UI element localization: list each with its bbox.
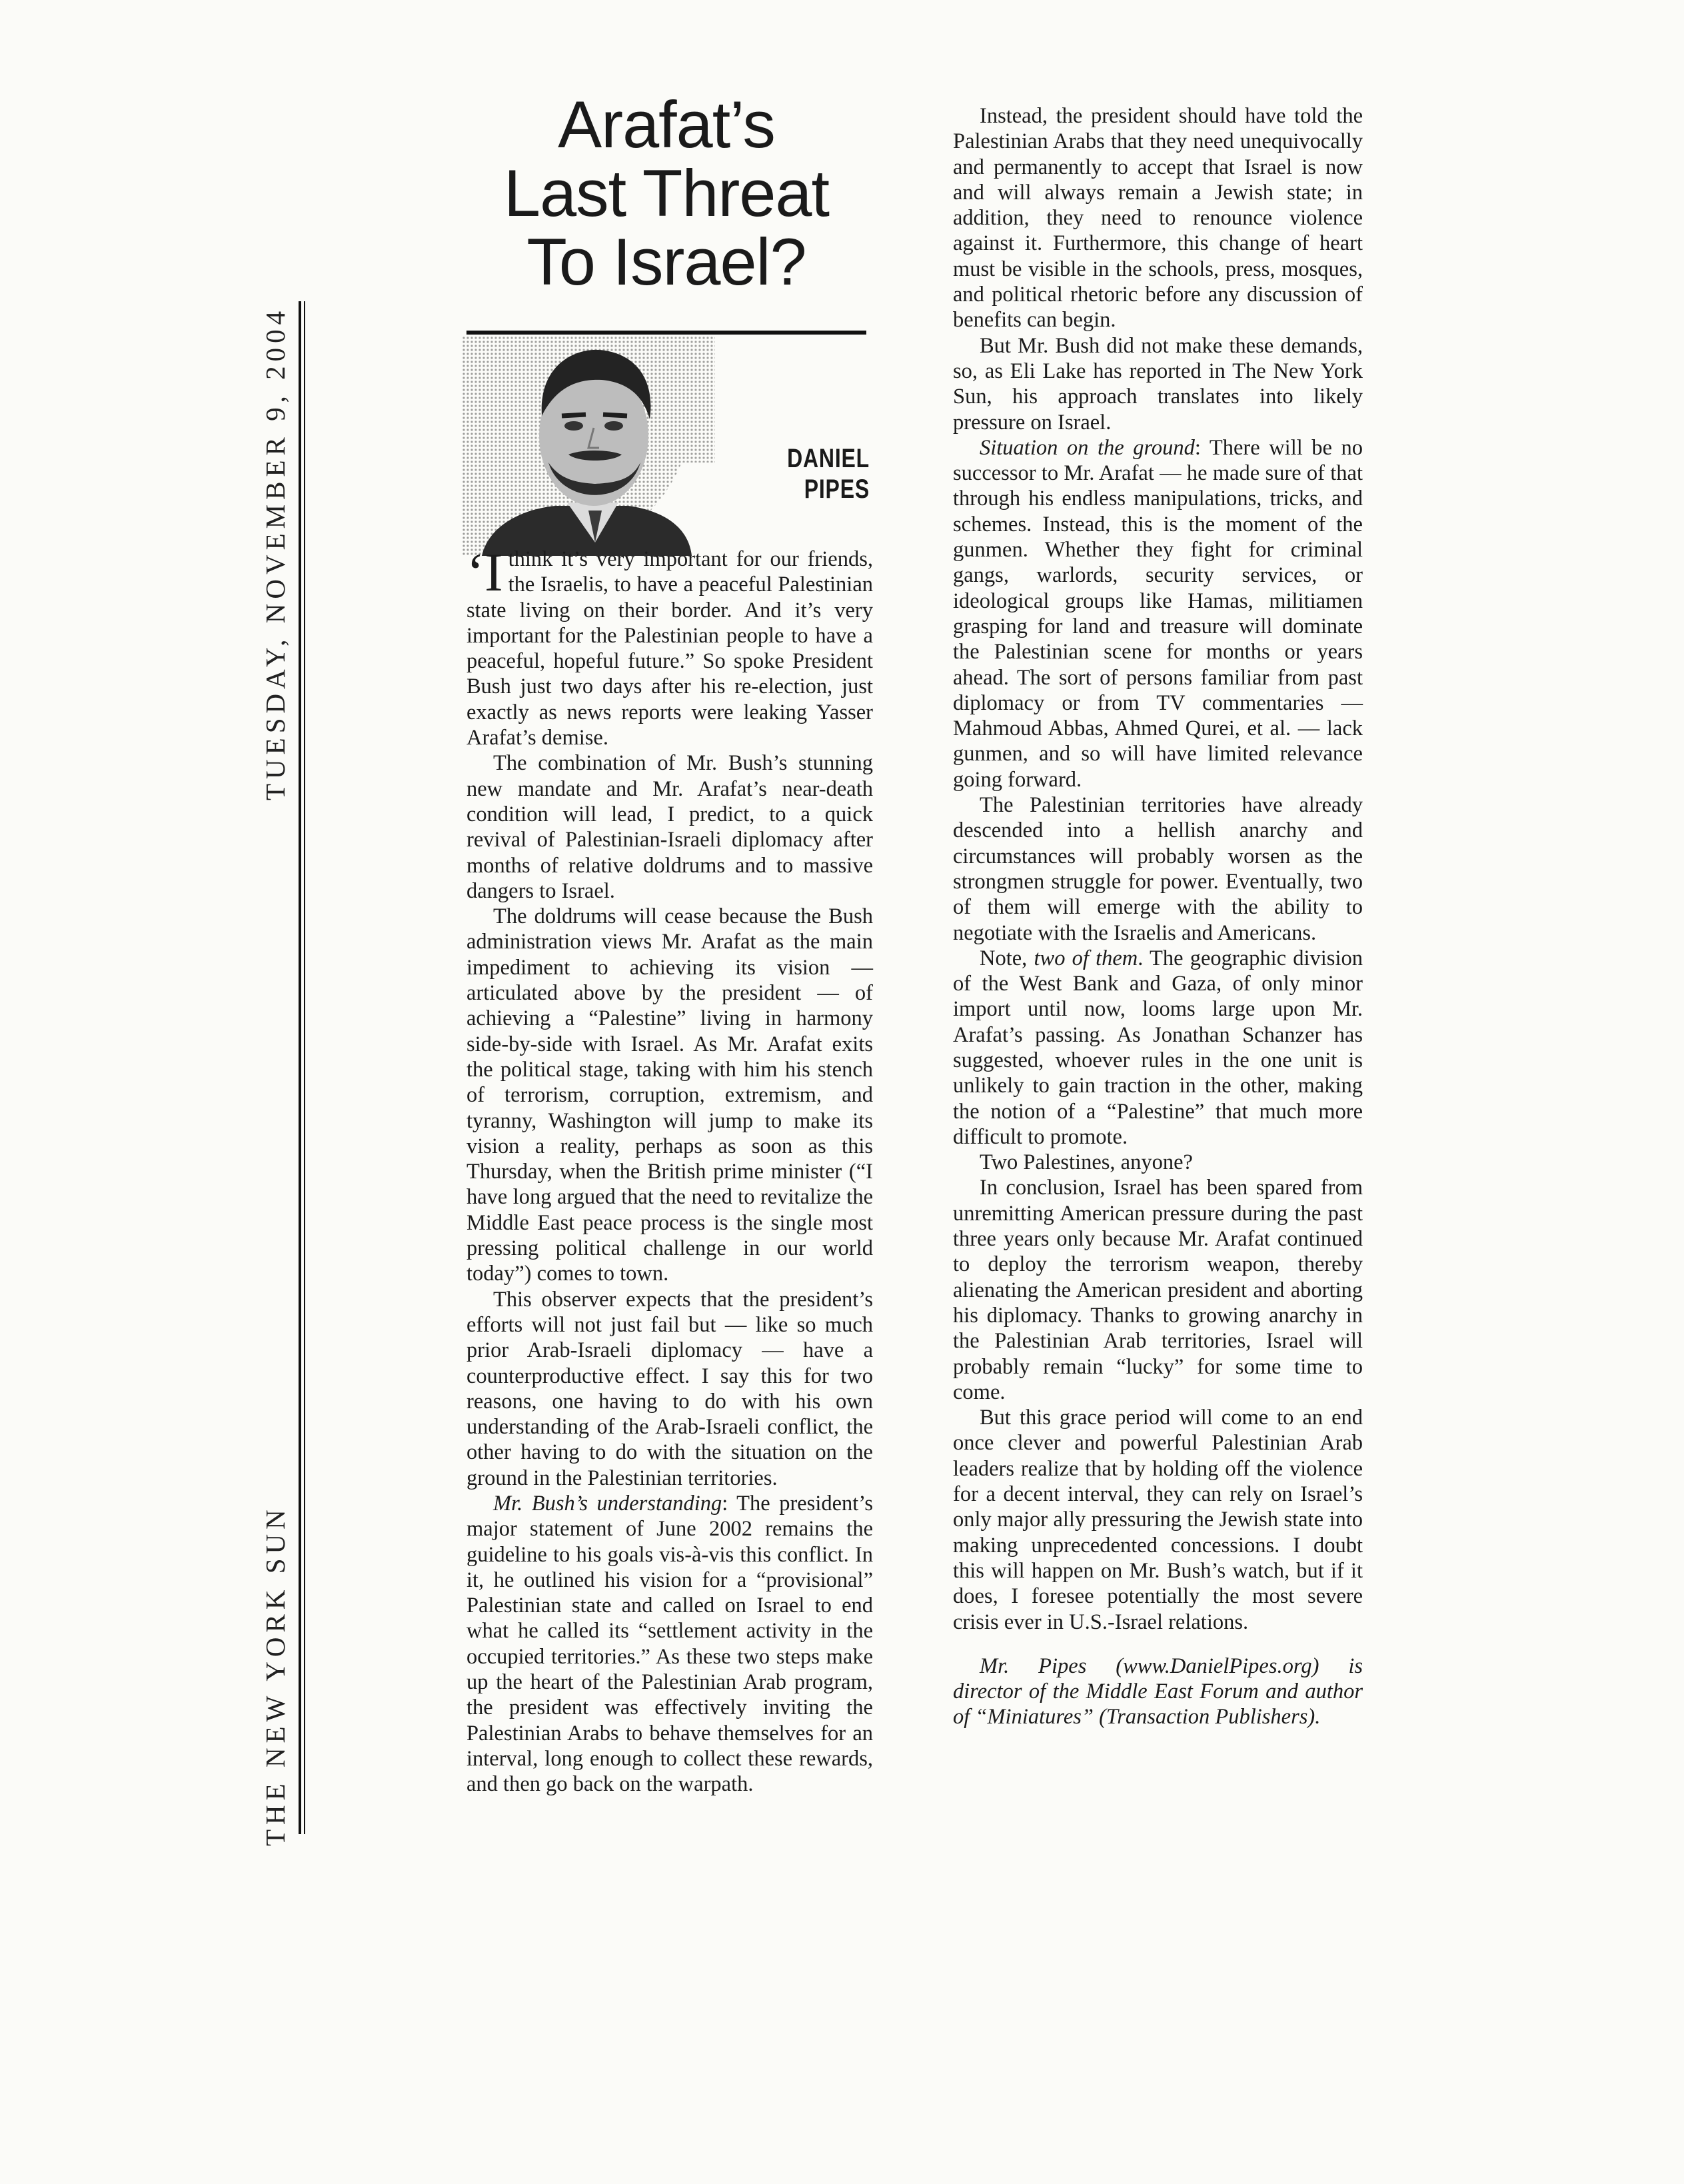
paragraph: But Mr. Bush did not make these demands, so, as Eli Lake has reported in The New York Sun, his approach translates into likely pressure on Israel. bbox=[953, 333, 1363, 435]
headline-line-1: Arafat’s bbox=[558, 87, 775, 161]
author-last-name: PIPES bbox=[804, 475, 870, 504]
newspaper-name: THE NEW YORK SUN bbox=[260, 1505, 291, 1846]
vertical-rule-thin bbox=[304, 301, 305, 1834]
paragraph-text: : There will be no successor to Mr. Arafat — he made sure of that through his endless manipulations, tricks, and schemes. Instead, this is the moment of the gunmen. Whether they fight for criminal gangs, warlords, security services, or ideological groups like Hamas, militiamen grasping for land and treasure will dominate the Palestinian scene for months or years ahead. The sort of persons familiar from past diplomacy or from TV commentaries — Mahmoud Abbas, Ahmed Qurei, et al. — lack gunmen, and so will have limited relevance going forward. bbox=[953, 435, 1363, 792]
paragraph-lead: Note, bbox=[980, 946, 1034, 970]
paragraph: In conclusion, Israel has been spared from unremitting American pressure during the past three years only because Mr. Arafat continued to deploy the terrorism weapon, thereby alienating the American president and aborting his diplomacy. Thanks to growing anarchy in the Palestinian Arab territories, Israel will probably remain “lucky” for some time to come. bbox=[953, 1176, 1363, 1404]
subhead: Situation on the ground bbox=[980, 435, 1195, 460]
publication-date: TUESDAY, NOVEMBER 9, 2004 bbox=[260, 306, 291, 800]
headline-line-3: To Israel? bbox=[526, 225, 806, 299]
paragraph bbox=[953, 946, 1363, 1150]
headline-line-2: Last Threat bbox=[504, 156, 829, 230]
paragraph: Instead, the president should have told the Palestinian Arabs that they need unequivocally and permanently to accept that Israel is now and will always remain a Jewish state; in addition, they need to renounce violence against it. Furthermore, this change of heart must be visible in the schools, press, mosques, and political rhetoric before any discussion of benefits can begin. bbox=[953, 104, 1363, 333]
drop-cap: ‘I bbox=[466, 542, 503, 602]
paragraph: But this grace period will come to an end once clever and powerful Palestinian Arab leaders realize that by holding off the violence for a decent interval, they can rely on Israel’s only major ally pressuring the Jewish state into making unprecedented concessions. I doubt this will happen on Mr. Bush’s watch, but if it does, I foresee potentially the most severe crisis ever in U.S.-Israel relations. bbox=[953, 1406, 1363, 1634]
paragraph bbox=[466, 542, 873, 750]
paragraph: This observer expects that the president’s efforts will not just fail but — like so much prior Arab-Israeli diplomacy — have a counterproductive effect. I say this for two reasons, one having to do with his own understanding of the Arab-Israeli conflict, the other having to do with the situation on the ground in the Palestinian territories. bbox=[466, 1287, 873, 1490]
paragraph: The Palestinian territories have already descended into a hellish anarchy and circumstances will probably worsen as the strongmen struggle for power. Eventually, two of them will emerge with the ability to negotiate with the Israelis and Americans. bbox=[953, 793, 1363, 945]
author-first-name: DANIEL bbox=[787, 444, 870, 473]
subhead: Mr. Bush’s understanding bbox=[493, 1491, 722, 1516]
paragraph: The combination of Mr. Bush’s stunning new mandate and Mr. Arafat’s near-death condition will lead, I predict, to a quick revival of Palestinian-Israeli diplomacy after months of relative doldrums and to massive dangers to Israel. bbox=[466, 751, 873, 903]
vertical-rule-thick bbox=[299, 301, 301, 1834]
paragraph bbox=[466, 1491, 873, 1797]
paragraph: The doldrums will cease because the Bush administration views Mr. Arafat as the main impediment to achieving its vision — articulated above by the president — of achieving a “Palestine” living in harmony side-by-side with Israel. As Mr. Arafat exits the political stage, taking with him his stench of terrorism, corruption, extremism, and tyranny, Washington will jump to make its vision a reality, perhaps as soon as this Thursday, when the British prime minister (“I have long argued that the need to revitalize the Middle East peace process is the single most pressing political challenge in our world today”) comes to town. bbox=[466, 904, 873, 1286]
paragraph-text: think it’s very important for our friends, the Israelis, to have a peaceful Palestinian state living on their border. And it’s very important for the Palestinian people to have a peaceful, hopeful future.” So spoke President Bush just two days after his re-election, just exactly as news reports were leaking Yasser Arafat’s demise. bbox=[466, 547, 873, 750]
article-column-2 bbox=[953, 103, 1363, 1730]
paragraph bbox=[953, 435, 1363, 792]
paragraph: Two Palestines, anyone? bbox=[980, 1150, 1193, 1175]
byline-rule bbox=[466, 331, 866, 335]
headline bbox=[466, 87, 866, 299]
article-column-1 bbox=[466, 542, 873, 1797]
author-portrait-photo bbox=[462, 336, 715, 556]
paragraph-text: : The president’s major statement of June 2002 remains the guideline to his goals vis-à-vis this conflict. In it, he outlined his vision for a “provisional” Palestinian state and called on Israel to end what he called its “settlement activity in the occupied territories.” As these two steps make up the heart of the Palestinian Arab program, the president was effectively inviting the Palestinian Arabs to behave themselves for an interval, long enough to collect these rewards, and then go back on the warpath. bbox=[466, 1491, 873, 1797]
paragraph-text: . The geographic division of the West Bank and Gaza, of only minor import until now, looms large upon Mr. Arafat’s passing. As Jonathan Schanzer has suggested, whoever rules in the one unit is unlikely to gain traction in the other, making the notion of a “Palestine” that much more difficult to promote. bbox=[953, 946, 1363, 1149]
emphasis: two of them bbox=[1034, 946, 1138, 970]
author-bio: Mr. Pipes (www.DanielPipes.org) is director of the Middle East Forum and author of “Miniatures” (Transaction Publishers). bbox=[953, 1653, 1363, 1729]
author-byline bbox=[776, 443, 870, 505]
